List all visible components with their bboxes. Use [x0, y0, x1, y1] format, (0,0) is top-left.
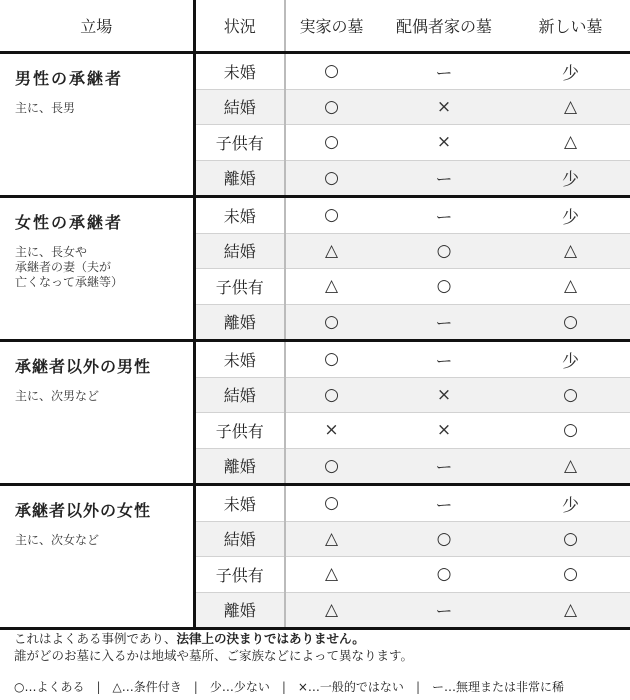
new-grave-cell: △ — [511, 448, 630, 485]
family-grave-cell: ○ — [285, 197, 377, 234]
family-grave-cell: △ — [285, 592, 377, 629]
status-cell: 未婚 — [194, 485, 285, 522]
footer-note — [14, 630, 624, 664]
status-cell: 子供有 — [194, 413, 285, 449]
category-cell-non-heir-male — [0, 341, 194, 485]
status-cell: 子供有 — [194, 269, 285, 305]
category-note: 主に、長男 — [15, 101, 76, 115]
header-row — [0, 0, 630, 53]
family-grave-cell: ○ — [285, 377, 377, 413]
new-grave-cell: △ — [511, 125, 630, 161]
category-note: 主に、長女や 承継者の妻（夫が 亡くなって承継等） — [15, 245, 124, 289]
footer-line-1 — [14, 630, 624, 647]
spouse-grave-cell: ー — [377, 485, 511, 522]
category-title: 男性の承継者 — [15, 69, 124, 88]
header-spouse-grave: 配偶者家の墓 — [377, 0, 511, 53]
table-row — [0, 485, 630, 522]
new-grave-cell: 少 — [511, 341, 630, 378]
legend-separator: | — [281, 680, 286, 694]
family-grave-cell: △ — [285, 557, 377, 593]
family-grave-cell: △ — [285, 233, 377, 269]
family-grave-cell: ○ — [285, 53, 377, 90]
new-grave-cell: ○ — [511, 413, 630, 449]
family-grave-cell: ○ — [285, 485, 377, 522]
status-cell: 未婚 — [194, 53, 285, 90]
status-cell: 離婚 — [194, 448, 285, 485]
new-grave-cell: ○ — [511, 377, 630, 413]
status-cell: 離婚 — [194, 304, 285, 341]
legend-separator: | — [193, 680, 198, 694]
new-grave-cell: 少 — [511, 53, 630, 90]
family-grave-cell: ○ — [285, 89, 377, 125]
header-family-grave: 実家の墓 — [285, 0, 377, 53]
status-cell: 未婚 — [194, 197, 285, 234]
family-grave-cell: ○ — [285, 125, 377, 161]
legend-item-conditional: △…条件付き — [112, 680, 182, 694]
family-grave-cell: ○ — [285, 160, 377, 197]
spouse-grave-cell: ○ — [377, 269, 511, 305]
family-grave-cell: △ — [285, 521, 377, 557]
header-status: 状況 — [194, 0, 285, 53]
legend-item-uncommon: ×…一般的ではない — [297, 680, 404, 694]
new-grave-cell: △ — [511, 592, 630, 629]
header-new-grave: 新しい墓 — [511, 0, 630, 53]
spouse-grave-cell: ー — [377, 197, 511, 234]
category-note: 主に、次女など — [15, 533, 100, 547]
family-grave-cell: △ — [285, 269, 377, 305]
spouse-grave-cell: ○ — [377, 557, 511, 593]
status-cell: 結婚 — [194, 89, 285, 125]
new-grave-cell: △ — [511, 269, 630, 305]
category-note: 主に、次男など — [15, 389, 100, 403]
legend-separator: | — [96, 680, 101, 694]
status-cell: 結婚 — [194, 521, 285, 557]
legend-item-rare: ー…無理または非常に稀 — [431, 680, 564, 694]
category-title: 承継者以外の女性 — [15, 501, 152, 520]
family-grave-cell: ○ — [285, 304, 377, 341]
spouse-grave-cell: × — [377, 413, 511, 449]
spouse-grave-cell: ー — [377, 448, 511, 485]
category-cell-non-heir-female — [0, 485, 194, 629]
new-grave-cell: △ — [511, 233, 630, 269]
footer-line-1-text: これはよくある事例であり、 — [14, 631, 177, 646]
status-cell: 離婚 — [194, 160, 285, 197]
new-grave-cell: 少 — [511, 485, 630, 522]
status-cell: 子供有 — [194, 125, 285, 161]
new-grave-cell: ○ — [511, 304, 630, 341]
new-grave-cell: △ — [511, 89, 630, 125]
spouse-grave-cell: ○ — [377, 233, 511, 269]
status-cell: 結婚 — [194, 377, 285, 413]
spouse-grave-cell: × — [377, 89, 511, 125]
legend-separator: | — [415, 680, 420, 694]
footer-line-1-emphasis: 法律上の決まりではありません。 — [176, 631, 365, 646]
spouse-grave-cell: ー — [377, 160, 511, 197]
status-cell: 子供有 — [194, 557, 285, 593]
new-grave-cell: 少 — [511, 160, 630, 197]
spouse-grave-cell: ー — [377, 592, 511, 629]
new-grave-cell: ○ — [511, 521, 630, 557]
table-row — [0, 197, 630, 234]
legend-item-common: ○…よくある — [14, 680, 85, 694]
table-row — [0, 341, 630, 378]
spouse-grave-cell: ○ — [377, 521, 511, 557]
new-grave-cell: 少 — [511, 197, 630, 234]
category-cell-female-heir — [0, 197, 194, 341]
status-cell: 結婚 — [194, 233, 285, 269]
family-grave-cell: ○ — [285, 448, 377, 485]
new-grave-cell: ○ — [511, 557, 630, 593]
legend-item-few: 少…少ない — [209, 680, 270, 694]
spouse-grave-cell: ー — [377, 341, 511, 378]
spouse-grave-cell: × — [377, 125, 511, 161]
family-grave-cell: ○ — [285, 341, 377, 378]
spouse-grave-cell: × — [377, 377, 511, 413]
family-grave-cell: × — [285, 413, 377, 449]
footer-line-2: 誰がどのお墓に入るかは地域や墓所、ご家族などによって異なります。 — [14, 648, 414, 663]
header-role: 立場 — [0, 0, 194, 53]
symbol-legend — [14, 678, 630, 695]
spouse-grave-cell: ー — [377, 304, 511, 341]
category-title: 女性の承継者 — [15, 213, 124, 232]
category-title: 承継者以外の男性 — [15, 357, 152, 376]
category-cell-male-heir — [0, 53, 194, 197]
spouse-grave-cell: ー — [377, 53, 511, 90]
table-row — [0, 53, 630, 90]
status-cell: 未婚 — [194, 341, 285, 378]
status-cell: 離婚 — [194, 592, 285, 629]
